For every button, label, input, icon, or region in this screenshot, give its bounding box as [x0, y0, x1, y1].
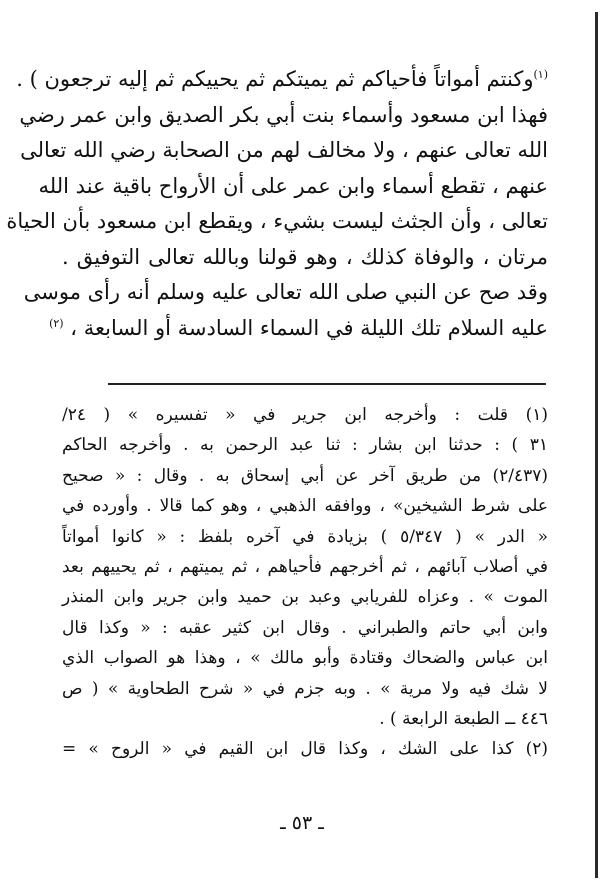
main-text-line-content: عليه السلام تلك الليلة في السماء السادسة أو السابعة ، [70, 315, 548, 340]
main-text [6, 62, 548, 346]
main-text-line: عنهم ، تقطع أسماء وابن عمر على أن الأرواح باقية عند الله [38, 173, 548, 198]
footnote-divider [108, 383, 546, 385]
footnote-line: وابن أبي حاتم والطبراني . وقال ابن كثير عقبه : « وكذا قال [62, 617, 548, 638]
main-text-line: تعالى ، وأن الجثث ليست بشيء ، ويقطع ابن مسعود بأن الحياة [6, 209, 548, 233]
footnote-line: (٢) كذا على الشك ، وكذا قال ابن القيم في « الروح » = [62, 739, 548, 760]
footnote-marker-1: (١) [533, 68, 548, 81]
main-text-line: وقد صح عن النبي صلى الله تعالى عليه وسلم أنه رأى موسى [23, 280, 548, 304]
main-text-line: الله تعالى عنهم ، ولا مخالف لهم من الصحابة رضي الله تعالى [20, 138, 548, 162]
page-number: ـ ٥٣ ـ [280, 812, 324, 834]
footnote-line: ٤٤٦ ــ الطبعة الرابعة ) . [379, 708, 548, 729]
page-edge-line [595, 12, 598, 878]
main-text-line: فهذا ابن مسعود وأسماء بنت أبي بكر الصديق وابن عمر رضي [19, 102, 548, 127]
footnote-line: (١) قلت : وأخرجه ابن جرير في « تفسيره » ( ٢٤/ [62, 405, 548, 425]
main-text-line [16, 62, 548, 98]
main-text-line [49, 311, 548, 347]
main-text-line-content: وكنتم أمواتاً فأحياكم ثم يميتكم ثم يحييكم ثم إليه ترجعون ) . [16, 67, 534, 91]
footnote-line: ابن عباس والضحاك وقتادة وأبو مالك » ، وهذا هو الصواب الذي [62, 648, 548, 669]
footnote-line: على شرط الشيخين» ، ووافقه الذهبي ، وهو كما قالا . وأورده في [62, 496, 548, 517]
footnote-line: (٢/٤٣٧) من طريق آخر عن أبي إسحاق به . وقال : « صحيح [62, 465, 548, 486]
footnote-line: لا شك فيه ولا مرية » . وبه جزم في « شرح الطحاوية » ( ص [62, 678, 548, 699]
footnote-marker-2: (٢) [49, 316, 64, 330]
footnote-line: في أصلاب آبائهم ، ثم أخرجهم فأحياهم ، ثم يميتهم ، ثم يحييهم بعد [62, 556, 548, 577]
footnotes [62, 400, 548, 765]
footnote-line: الموت » . وعزاه للفريابي وعبد بن حميد وابن جرير وابن المنذر [62, 587, 548, 608]
main-text-line: مرتان ، والوفاة كذلك ، وهو قولنا وبالله تعالى التوفيق . [62, 244, 548, 269]
footnote-line: « الدر » ( ٥/٣٤٧ ) بزيادة في آخره بلفظ : « كانوا أمواتاً [62, 526, 548, 547]
footnote-line: ٣١ ) : حدثنا ابن بشار : ثنا عبد الرحمن به . وأخرجه الحاكم [62, 435, 548, 456]
